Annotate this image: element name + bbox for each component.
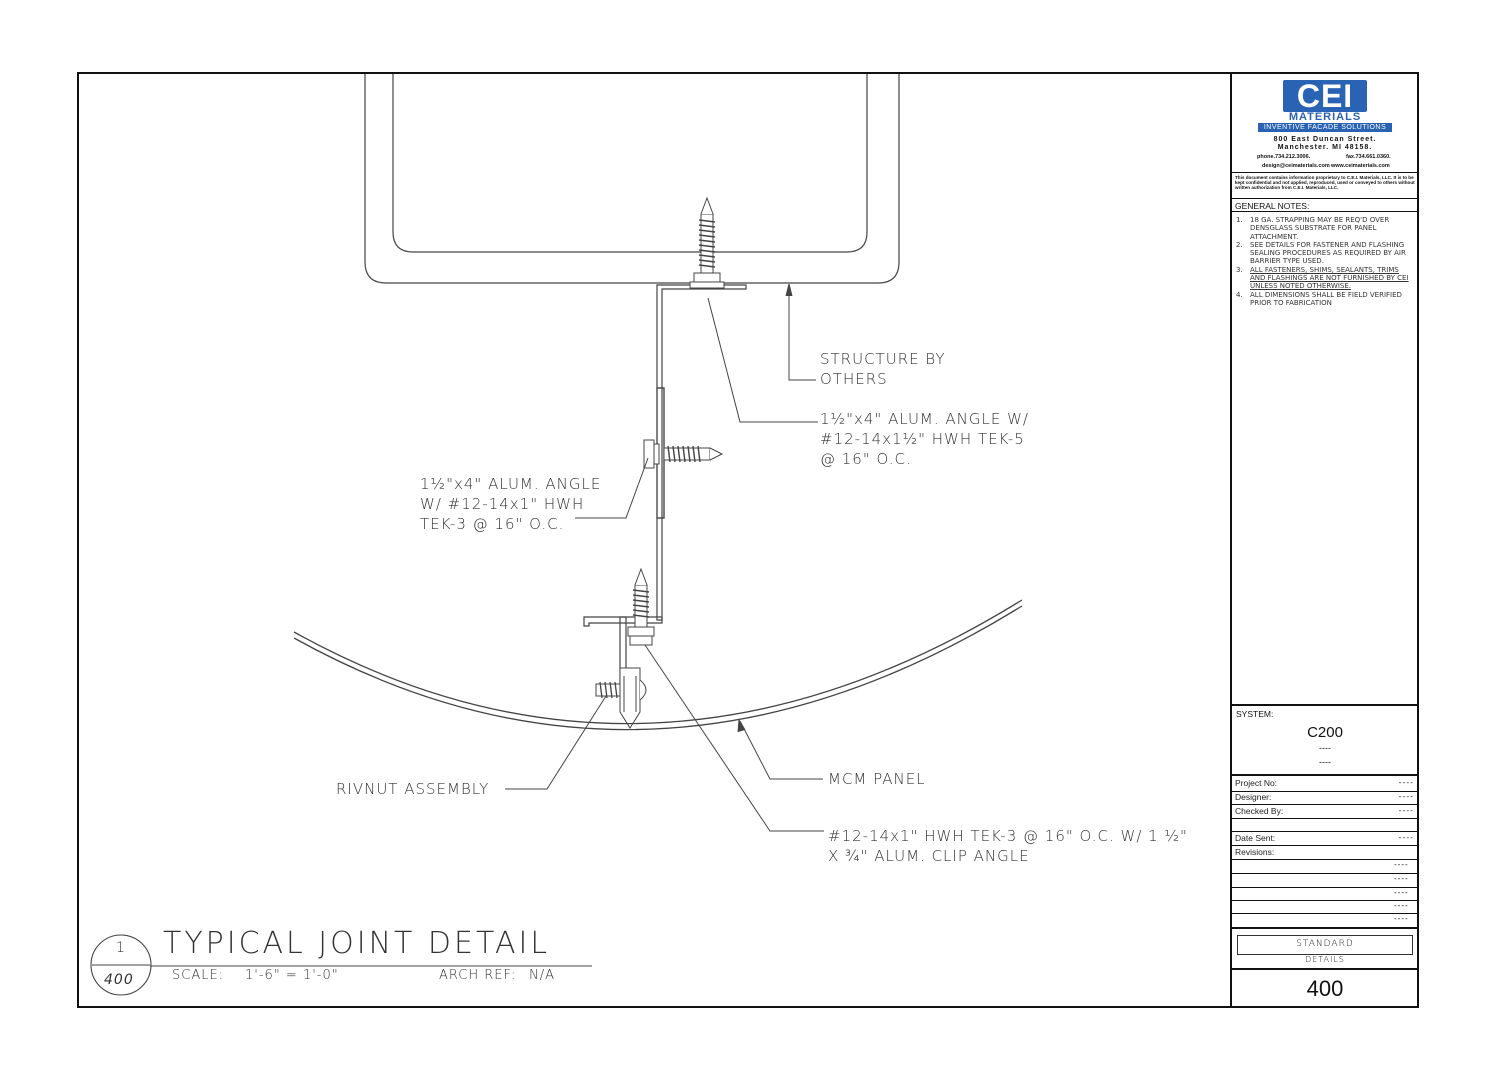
clip-screw: [628, 569, 654, 645]
confidentiality-disclaimer: This document contains information proprietary to C.E.I. Materials, LLC. It is to be kept confidential and not applied, reproduced, used or conveyed to others without written authorization from C.E.I. Materials, LLC.: [1235, 175, 1415, 191]
top-screw: [690, 198, 724, 288]
clip-angle-callout: #12-14x1" HWH TEK-3 @ 16" O.C. W/ 1 ½" X ¾" ALUM. CLIP ANGLE: [828, 827, 1188, 865]
revisions-field: [1234, 846, 1416, 860]
note-text: ALL FASTENERS, SHIMS, SEALANTS, TRIMS AND FLASHINGS ARE NOT FURNISHED BY CEI UNLESS NOTED OTHERWISE.: [1250, 265, 1409, 291]
checked-by-field: [1234, 805, 1416, 819]
system-label: SYSTEM:: [1236, 709, 1274, 719]
field-label: Designer:: [1235, 792, 1272, 802]
middle-angle-callout: 1½"x4" ALUM. ANGLE W/ #12-14x1" HWH TEK-3 @ 16" O.C.: [420, 475, 602, 533]
structure-callout: STRUCTURE BY OTHERS: [820, 350, 946, 388]
note-number: 2.: [1236, 240, 1243, 249]
note-number: 1.: [1236, 216, 1243, 224]
general-notes-heading: GENERAL NOTES:: [1235, 201, 1310, 211]
revision-row: ----: [1394, 874, 1409, 883]
company-name: MATERIALS: [1288, 111, 1362, 123]
general-note: [1236, 241, 1416, 266]
arch-ref-label: ARCH REF:: [439, 968, 517, 983]
note-text: 18 GA. STRAPPING MAY BE REQ'D OVER DENSGLASS SUBSTRATE FOR PANEL ATTACHMENT.: [1250, 216, 1390, 241]
field-label: Project No:: [1235, 778, 1278, 788]
revision-row: ----: [1394, 914, 1409, 923]
general-notes-list: [1236, 216, 1416, 307]
general-note: [1236, 291, 1416, 308]
general-note: [1236, 216, 1416, 241]
scale-value: 1'-6" = 1'-0": [245, 968, 339, 983]
drawing-title: TYPICAL JOINT DETAIL: [163, 926, 551, 961]
category-line2: DETAILS: [1305, 955, 1345, 964]
top-angle-callout: 1½"x4" ALUM. ANGLE W/ #12-14x1½" HWH TEK-5 @ 16" O.C.: [820, 410, 1029, 468]
company-tagline: INVENTIVE FACADE SOLUTIONS: [1258, 123, 1392, 132]
address-line2: Manchester. MI 48158.: [1277, 144, 1373, 151]
field-label: Checked By:: [1235, 806, 1284, 816]
system-line2: ----: [1319, 743, 1331, 753]
clip-angle: [584, 617, 662, 626]
rivnut-assembly: [596, 668, 646, 728]
category-line1: STANDARD: [1296, 939, 1354, 949]
note-number: 4.: [1236, 290, 1243, 299]
field-label: Date Sent:: [1235, 833, 1276, 843]
date-sent-field: [1234, 832, 1416, 846]
revision-row: ----: [1394, 888, 1409, 897]
fax-number: fax.734.661.0360.: [1346, 154, 1391, 160]
rivnut-callout: RIVNUT ASSEMBLY: [336, 780, 490, 798]
field-label: Revisions:: [1235, 847, 1275, 857]
sheet-number: 400: [1306, 976, 1344, 1001]
designer-field: [1234, 791, 1416, 805]
detail-number: 1: [116, 940, 126, 956]
revision-row: ----: [1394, 860, 1409, 869]
general-note: [1236, 266, 1416, 291]
project-number-field: [1234, 777, 1416, 791]
structure-inner: [393, 74, 867, 252]
arch-ref-value: N/A: [529, 968, 555, 983]
cei-logo: CEI: [1283, 80, 1367, 112]
middle-screw: [644, 440, 722, 468]
field-value: ----: [1398, 777, 1414, 787]
note-text: SEE DETAILS FOR FASTENER AND FLASHING SEALING PROCEDURES AS REQUIRED BY AIR BARRIER TYPE USED.: [1250, 240, 1406, 266]
address-line1: 800 East Duncan Street.: [1273, 136, 1377, 143]
email-link[interactable]: design@ceimaterials.com: [1262, 163, 1330, 169]
detail-sheet-ref: 400: [104, 972, 134, 988]
scale-label: SCALE:: [172, 968, 225, 983]
system-value: C200: [1307, 724, 1343, 741]
title-block-divider: [1230, 73, 1232, 1008]
note-number: 3.: [1236, 265, 1243, 274]
website-link[interactable]: www.ceimaterials.com: [1331, 163, 1390, 169]
system-line3: ----: [1319, 757, 1331, 767]
field-value: ----: [1398, 832, 1414, 842]
field-value: ----: [1398, 791, 1414, 801]
revision-row: ----: [1394, 901, 1409, 910]
phone-number: phone.734.212.3006.: [1257, 154, 1311, 160]
mcm-panel-callout: MCM PANEL: [828, 770, 926, 788]
note-text: ALL DIMENSIONS SHALL BE FIELD VERIFIED PRIOR TO FABRICATION: [1250, 290, 1402, 307]
field-value: ----: [1398, 805, 1414, 815]
leader-lines: [505, 284, 824, 831]
